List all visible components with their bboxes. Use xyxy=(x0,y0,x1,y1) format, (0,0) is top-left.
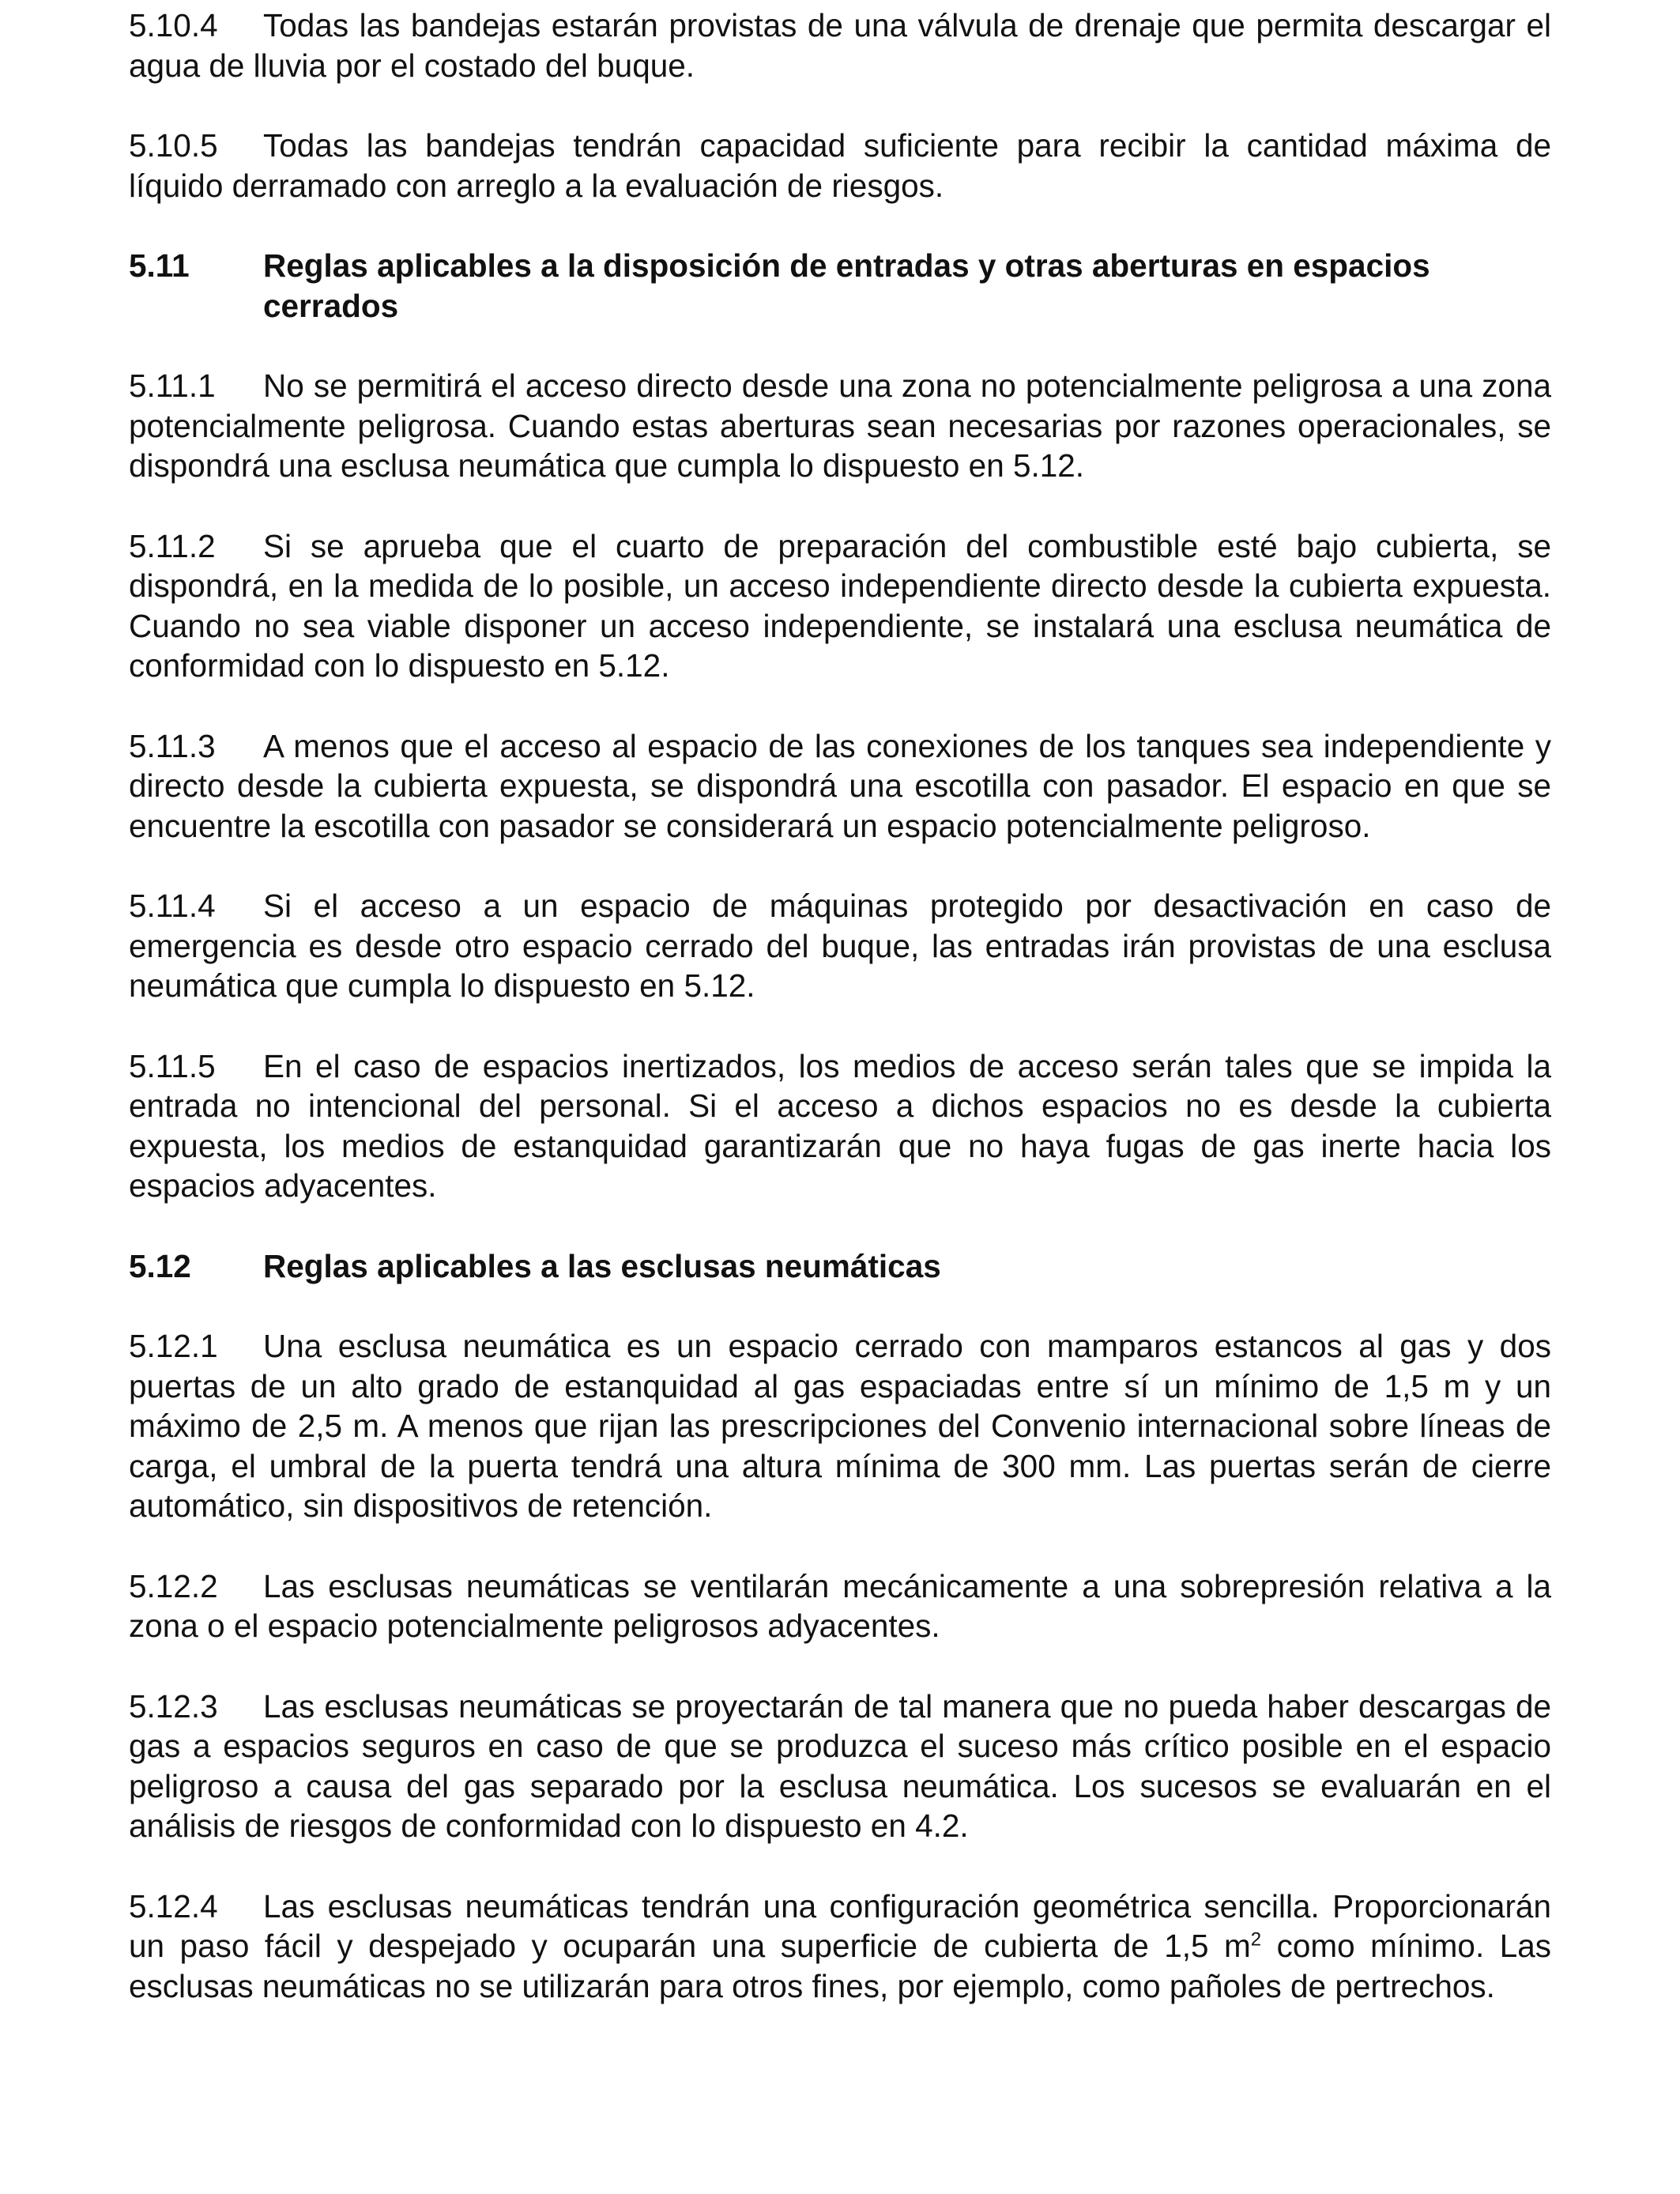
superscript: 2 xyxy=(1250,1928,1262,1951)
paragraph-5-12-1 xyxy=(129,1326,1551,1526)
paragraph-5-12-2 xyxy=(129,1566,1551,1646)
paragraph-number: 5.12.2 xyxy=(129,1567,218,1604)
paragraph-number: 5.11.1 xyxy=(129,368,216,404)
paragraph-5-11-4 xyxy=(129,886,1551,1006)
paragraph-text: Todas las bandejas tendrán capacidad suficiente para recibir la cantidad máxima de líquido derramado con arreglo a la evaluación de riesgos. xyxy=(129,127,1551,204)
paragraph-text: Si el acceso a un espacio de máquinas protegido por desactivación en caso de emergencia es desde otro espacio cerrado del buque, las entradas irán provistas de una esclusa neumática que cumpla lo dispuesto en 5.12. xyxy=(129,888,1551,1004)
paragraph-text: Las esclusas neumáticas se proyectarán de tal manera que no pueda haber descargas de gas a espacios seguros en caso de que se produzca el suceso más crítico posible en el espacio peligroso a causa del gas separado por la esclusa neumática. Los sucesos se evaluarán en el análisis de riesgos de conformidad con lo dispuesto en 4.2. xyxy=(129,1687,1551,1844)
section-heading-5-12 xyxy=(129,1246,1551,1287)
paragraph-text: Las esclusas neumáticas se ventilarán mecánicamente a una sobrepresión relativa a la zona o el espacio potencialmente peligrosos adyacentes. xyxy=(129,1567,1551,1644)
paragraph-text: No se permitirá el acceso directo desde una zona no potencialmente peligrosa a una zona potencialmente peligrosa. Cuando estas aberturas sean necesarias por razones operacionales, se dispondrá una esclusa neumática que cumpla lo dispuesto en 5.12. xyxy=(129,368,1551,484)
paragraph-text: A menos que el acceso al espacio de las conexiones de los tanques sea independiente y directo desde la cubierta expuesta, se dispondrá una escotilla con pasador. El espacio en que se encuentre la escotilla con pasador se considerará un espacio potencialmente peligroso. xyxy=(129,727,1551,844)
section-title: Reglas aplicables a la disposición de entradas y otras aberturas en espacios cerrados xyxy=(263,247,1430,324)
paragraph-text: Las esclusas neumáticas tendrán una configuración geométrica sencilla. Proporcionarán un paso fácil y despejado y ocuparán una superficie de cubierta de 1,5 m xyxy=(129,1887,1551,1964)
paragraph-text: Todas las bandejas estarán provistas de una válvula de drenaje que permita descargar el agua de lluvia por el costado del buque. xyxy=(129,7,1551,84)
paragraph-number: 5.11.4 xyxy=(129,888,216,924)
paragraph-text: Si se aprueba que el cuarto de preparación del combustible esté bajo cubierta, se dispondrá, en la medida de lo posible, un acceso independiente directo desde la cubierta expuesta. Cuando no sea viable disponer un acceso independiente, se instalará una esclusa neumática de conformidad con lo dispuesto en 5.12. xyxy=(129,527,1551,684)
paragraph-number: 5.10.5 xyxy=(129,127,218,164)
paragraph-number: 5.12.4 xyxy=(129,1887,218,1924)
paragraph-number: 5.11.3 xyxy=(129,727,216,764)
paragraph-text: Una esclusa neumática es un espacio cerrado con mamparos estancos al gas y dos puertas de un alto grado de estanquidad al gas espaciadas entre sí un mínimo de 1,5 m y un máximo de 2,5 m. A menos que rijan las prescripciones del Convenio internacional sobre líneas de carga, el umbral de la puerta tendrá una altura mínima de 300 mm. Las puertas serán de cierre automático, sin dispositivos de retención. xyxy=(129,1328,1551,1524)
paragraph-5-11-3 xyxy=(129,726,1551,846)
section-heading-5-11 xyxy=(129,246,1551,326)
paragraph-number: 5.12.3 xyxy=(129,1687,218,1725)
paragraph-5-12-4 xyxy=(129,1887,1551,2007)
paragraph-text-continued: como mínimo. Las esclusas neumáticas no se utilizarán para otros fines, por ejemplo, como pañoles de pertrechos. xyxy=(129,1928,1551,2004)
paragraph-5-10-4 xyxy=(129,6,1551,85)
section-number: 5.12 xyxy=(129,1247,191,1284)
paragraph-number: 5.10.4 xyxy=(129,7,218,43)
paragraph-5-12-3 xyxy=(129,1687,1551,1846)
section-number: 5.11 xyxy=(129,247,190,284)
paragraph-5-11-2 xyxy=(129,526,1551,686)
document-page xyxy=(129,6,1551,2046)
paragraph-number: 5.11.2 xyxy=(129,527,216,564)
paragraph-5-11-1 xyxy=(129,366,1551,486)
paragraph-5-10-5 xyxy=(129,126,1551,205)
paragraph-number: 5.12.1 xyxy=(129,1328,218,1364)
paragraph-number: 5.11.5 xyxy=(129,1047,216,1084)
section-title: Reglas aplicables a las esclusas neumáticas xyxy=(263,1247,941,1284)
paragraph-text: En el caso de espacios inertizados, los medios de acceso serán tales que se impida la entrada no intencional del personal. Si el acceso a dichos espacios no es desde la cubierta expuesta, los medios de estanquidad garantizarán que no haya fugas de gas inerte hacia los espacios adyacentes. xyxy=(129,1047,1551,1204)
paragraph-5-11-5 xyxy=(129,1046,1551,1206)
